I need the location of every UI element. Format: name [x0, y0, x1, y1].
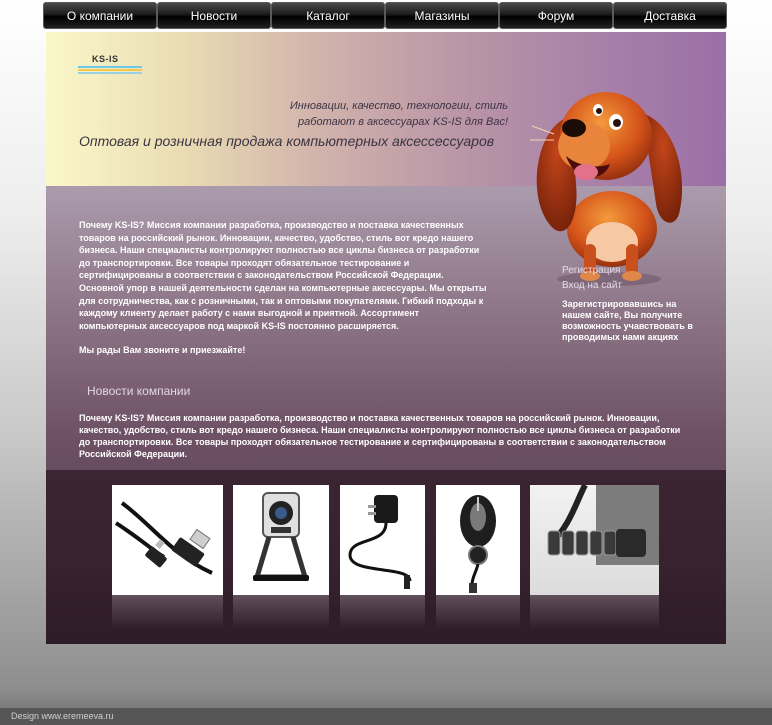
charger-icon [340, 485, 425, 595]
top-navigation [43, 2, 729, 31]
slogan-line-1: Инновации, качество, технологии, стиль [289, 100, 508, 112]
nav-item-news[interactable]: Новости [157, 2, 271, 29]
sidebar [562, 263, 702, 343]
page-headline: Оптовая и розничная продажа компьютерных аксессессуаров [79, 133, 495, 149]
nav-item-about[interactable]: О компании [43, 2, 157, 29]
product-thumb-webcam[interactable] [233, 485, 329, 595]
logo-text: KS-IS [92, 54, 119, 64]
nav-item-forum[interactable]: Форум [499, 2, 613, 29]
dog-mascot-illustration [524, 64, 694, 290]
about-section [79, 219, 489, 369]
about-paragraph: Почему KS-IS? Миссия компании разработка, производство и поставка качественных товаров на российский рынок. Инновации, качество, удобство, стиль вот кредо нашего бизнеса. Наши специалисты контролируют полностью все циклы бизнеса от разработки до транспортировки. Все товары проходят обязательное тестирование и сертифицированы в соответствии с законодательством Российской Федерации. Основной упор в нашей деятельности сделан на компьютерные аксессуары. Мы открыты для сотрудничества, как с розничными, так и оптовыми покупателями. Гибкий подходы к каждому клиенту делает работу с нами выгодной и приятной. Ассортимент компьютерных аксессуаров под маркой KS-IS постоянно расширяется. [79, 220, 487, 331]
thumb-reflection [233, 595, 329, 629]
login-link[interactable]: Вход на сайт [562, 280, 622, 291]
logo-stripe [78, 72, 142, 74]
product-thumb-usb-cable[interactable] [112, 485, 223, 595]
footer [0, 708, 772, 725]
logo-stripe [78, 66, 142, 68]
content-panel [46, 32, 726, 644]
promo-text: Зарегистрировавшись на нашем сайте, Вы получите возможность учавствовать в проводимых нами акциях [562, 299, 693, 342]
product-gallery [46, 470, 726, 644]
footer-credit: Design www.eremeeva.ru [11, 711, 114, 721]
product-thumb-cable-lock[interactable] [530, 485, 659, 595]
thumb-reflection [340, 595, 425, 629]
cable-lock-icon [530, 485, 659, 595]
nav-item-delivery[interactable]: Доставка [613, 2, 727, 29]
usb-cable-icon [112, 485, 223, 595]
slogan [228, 98, 508, 130]
mouse-icon [436, 485, 520, 595]
thumb-reflection [530, 595, 659, 629]
site-logo[interactable] [78, 54, 142, 74]
about-closing: Мы рады Вам звоните и приезжайте! [79, 345, 246, 356]
slogan-line-2: работают в аксессуарах KS-IS для Вас! [298, 116, 508, 128]
register-link[interactable]: Регистрация [562, 265, 621, 276]
logo-stripe [78, 69, 142, 71]
nav-item-catalog[interactable]: Каталог [271, 2, 385, 29]
thumb-reflection [112, 595, 223, 629]
news-title: Новости компании [87, 384, 191, 398]
product-thumb-mouse[interactable] [436, 485, 520, 595]
news-text: Почему KS-IS? Миссия компании разработка, производство и поставка качественных товаров на российский рынок. Инновации, качество, удобство, стиль вот кредо нашего бизнеса. Наши специалисты контролируют полностью все циклы бизнеса от разработки до транспортировки. Все товары проходят обязательное тестирование и сертифицированы в соответствии с законодательством Российской Федерации. [79, 413, 681, 459]
product-thumb-charger[interactable] [340, 485, 425, 595]
nav-item-stores[interactable]: Магазины [385, 2, 499, 29]
webcam-icon [233, 485, 329, 595]
thumb-reflection [436, 595, 520, 629]
